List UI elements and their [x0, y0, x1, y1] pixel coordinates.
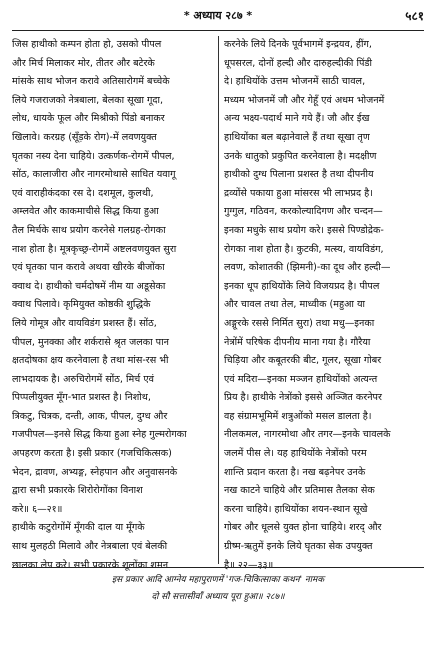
- text-line: है॥ २२—३३॥: [224, 559, 274, 571]
- chapter-colophon: [12, 572, 424, 606]
- text-line: हाथियोंका बल बढ़ानेवाले हैं तथा सूखा तृण: [224, 131, 370, 143]
- text-line: जिस हाथीको कम्पन होता हो, उसको पीपल: [12, 39, 162, 50]
- text-line: नाश होता है। मूत्रकृच्छ्र-रोगमें अष्टलवणयुक्त सुरा: [12, 243, 177, 255]
- text-line: गजपीपल—इनसे सिद्ध किया हुआ स्नेह गुल्मरोगका: [12, 429, 187, 441]
- text-line: इनका धूप हाथियोंके लिये विजयप्रद है। पीपल: [224, 280, 380, 292]
- text-line: गुग्गुल, गठिवन, करकोल्यादिगण और चन्दन—: [224, 206, 383, 218]
- text-line: गोबर और धूलसे युक्त होना चाहिये। शरद् और: [224, 522, 382, 534]
- text-line: और मिर्च मिलाकर मोर, तीतर और बटेरके: [12, 57, 155, 69]
- text-line: भेदन, द्रावण, अभ्यङ्ग, स्नेहपान और अनुवासनके: [12, 466, 178, 478]
- text-line: करना चाहिये। हाथियोंका शयन-स्थान सूखे: [224, 503, 368, 515]
- text-line: दे। हाथियोंके उत्तम भोजनमें साठी चावल,: [224, 76, 366, 88]
- text-line: छालका लेप करे। सभी प्रकारके शूलोंका शमन: [12, 559, 169, 571]
- text-line: करे॥ ६—२१॥: [12, 503, 63, 515]
- text-line: जलमें पीस ले। यह हाथियोंके नेत्रोंको परम: [224, 448, 367, 460]
- text-line: अन्य भक्ष्य-पदार्थ माने गये हैं। जौ और ईख: [224, 113, 370, 125]
- text-line: अम्लवेत और काकमाचीसे सिद्ध किया हुआ: [12, 206, 159, 218]
- text-line: धूपसरल, दोनों हल्दी और दारुहल्दीकी पिंडी: [224, 57, 373, 69]
- text-line: चिड़िया और कबूतरकी बीट, गूलर, सूखा गोबर: [224, 355, 382, 367]
- text-line: लिये गोमूत्र और वायविडंग प्रशस्त हैं। सोंठ,: [12, 317, 157, 329]
- text-line: साथ मुलहठी मिलावे और नेत्रबाला एवं बेलकी: [12, 541, 168, 553]
- text-line: लवण, कोशातकी (झिमनी)-का दूध और हल्दी—: [224, 262, 391, 274]
- text-line: और चावल तथा तेल, माध्वीक (महुआ या: [224, 299, 366, 311]
- text-line: लोध, धायके फूल और मिश्रीको पिंडो बनाकर: [12, 113, 165, 125]
- header-rule: [12, 30, 424, 31]
- text-line: वह संग्रामभूमिमें शत्रुओंको मसल डालता है।: [224, 410, 372, 422]
- text-line: इनका मधुके साथ प्रयोग करे। इससे पिण्डोद्रेक-: [224, 224, 384, 236]
- text-line: रोगका नाश होता है। कुटकी, मत्स्य, वायविडंग,: [224, 243, 384, 255]
- text-line: लाभदायक है। अरुचिरोगमें सोंठ, मिर्च एवं: [12, 373, 154, 385]
- colophon-line: इस प्रकार आदि आग्नेय महापुराणमें 'गज-चिकित्साका कथन' नामक: [111, 575, 325, 585]
- text-line: एवं घृतका पान करावे अथवा खीरके बीजोंका: [12, 262, 165, 274]
- text-line: क्षतदोषका क्षय करनेवाला है तथा मांस-रस भी: [12, 355, 169, 367]
- text-line: क्वाथ पिलावे। कृमियुक्त कोष्ठकी शुद्धिके: [12, 299, 151, 311]
- text-line: मांसके साथ भोजन करावे अतिसारोगमें बच्चेके: [12, 76, 170, 88]
- text-line: तैल मिर्चके साथ प्रयोग करनेसे गलग्रह-रोगका: [12, 224, 166, 236]
- text-columns: [12, 36, 424, 571]
- text-line: पीपल, मुनक्का और शर्करासे श्रृत जलका पान: [12, 336, 169, 348]
- page-number: ५८१: [405, 9, 424, 23]
- text-line: क्वाथ दे। हाथीको चर्मदोषमें नीम या अडूसेका: [12, 280, 166, 292]
- text-line: नेत्रोंमें परिषेक दीपनीय माना गया है। गौरैया: [224, 336, 371, 348]
- text-line: हाथीको दुग्ध पिलाना प्रशस्त है तथा दीपनीय: [224, 169, 374, 181]
- text-line: अङ्गूरके रससे निर्मित सुरा) तथा मधु—इनका: [224, 317, 375, 329]
- text-line: अपहरण करता है। इसी प्रकार (गजचिकित्सक): [12, 448, 172, 460]
- footer-rule: [12, 567, 424, 568]
- colophon-line: दो सौ सत्तासीवाँ अध्याय पूरा हुआ॥ २८७॥: [151, 592, 285, 602]
- text-line: घृतका नस्य देना चाहिये। उत्कर्णक-रोगमें पीपल,: [12, 150, 175, 162]
- text-line: लिये गजराजको नेत्रबाला, बेलका सूखा गूदा,: [12, 94, 164, 106]
- text-line: उनके धातुको प्रकुपित करनेवाला है। मदक्षीण: [224, 150, 377, 162]
- text-line: करनेके लिये दिनके पूर्वभागमें इन्द्रयव, हींग,: [224, 39, 372, 50]
- text-line: एवं मदिरा—इनका मञ्जन हाथियोंको अत्यन्त: [224, 373, 378, 385]
- right-column: [224, 36, 424, 571]
- text-line: शान्ति प्रदान करता है। नख बढ़नेपर उनके: [224, 466, 366, 478]
- text-line: एवं वाराहीकंदका रस दे। दशमूल, कुलथी,: [12, 187, 154, 199]
- column-divider: [218, 36, 219, 564]
- text-line: त्रिकटु, चित्रक, दन्ती, आक, पीपल, दुग्ध और: [12, 410, 168, 422]
- text-line: द्वारा सभी प्रकारके शिरोरोगोंका विनाश: [12, 485, 143, 497]
- text-line: हाथीके कटुरोगोंमें मूँगकी दाल या मूँगके: [12, 522, 145, 534]
- text-line: मध्यम भोजनमें जौ और गेहूँ एवं अधम भोजनमें: [224, 94, 385, 106]
- text-line: प्रिय है। हाथीके नेत्रोंको इससे अञ्जित करनेपर: [224, 392, 382, 404]
- chapter-title: * अध्याय २८७ *: [183, 9, 253, 22]
- text-line: नीलकमल, नागरमोथा और तगर—इनके चावलके: [224, 429, 391, 441]
- left-column: [12, 36, 212, 571]
- text-line: खिलावे। करग्रह (सूँड़के रोग)-में लवणयुक्त: [12, 131, 157, 143]
- text-line: ग्रीष्म-ऋतुमें इनके लिये घृतका सेक उपयुक्त: [224, 541, 373, 553]
- page-header: [12, 6, 424, 26]
- text-line: सोंठ, कालाजीरा और नागरमोथासे साधित यवागू: [12, 169, 176, 181]
- text-line: पिप्पलीयुक्त मूँग-भात प्रशस्त है। निशोथ,: [12, 392, 151, 404]
- text-line: द्रव्योंसे पकाया हुआ मांसरस भी लाभप्रद है।: [224, 187, 373, 199]
- text-line: नख काटने चाहिये और प्रतिमास तैलका सेक: [224, 485, 375, 497]
